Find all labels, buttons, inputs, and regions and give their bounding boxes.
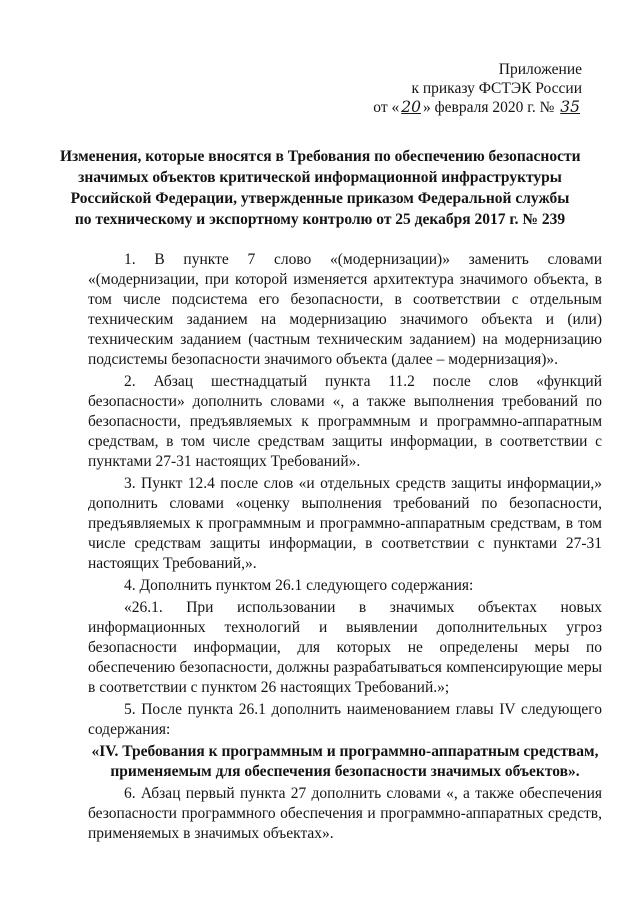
appendix-header	[373, 60, 582, 117]
document-title	[60, 146, 580, 230]
title-line: Российской Федерации, утвержденные приказом Федеральной службы	[70, 190, 570, 207]
order-reference: к приказу ФСТЭК России	[411, 80, 582, 97]
chapter-iv-heading: «IV. Требования к программным и программно-аппаратным средствам, применяемым для обеспечения безопасности значимых объектов».	[91, 743, 599, 780]
handwritten-order-number: 35	[560, 98, 580, 116]
paragraph-2: 2. Абзац шестнадцатый пункта 11.2 после слов «функций безопасности» дополнить словами «, а также выполнения требований по безопасности, предъявляемых к программным и программно-аппаратным средствам, в том числе средствам защиты информации, в соответствии с пунктами 27-31 настоящих Требований».	[88, 373, 602, 470]
date-prefix: от «	[373, 99, 400, 116]
title-line: Изменения, которые вносятся в Требования по обеспечению безопасности	[60, 148, 581, 165]
order-date-line	[373, 98, 582, 117]
appendix-label: Приложение	[498, 61, 582, 78]
paragraph-3: 3. Пункт 12.4 после слов «и отдельных средств защиты информации,» дополнить словами «оценку выполнения требований по безопасности, предъявляемых к программным и программно-аппаратным средствам, в том числе средствам защиты информации, в соответствии с пунктами 27-31 настоящих Требований,».	[88, 475, 602, 572]
date-month-year: » февраля 2020 г. №	[422, 99, 555, 116]
title-line: по техническому и экспортному контролю от 25 декабря 2017 г. № 239	[74, 211, 566, 228]
paragraph-6: 6. Абзац первый пункта 27 дополнить словами «, а также обеспечения безопасности программного обеспечения и программно-аппаратных средств, применяемых в значимых объектах».	[88, 785, 602, 842]
paragraph-26-1: «26.1. При использовании в значимых объектах новых информационных технологий и выявлении дополнительных угроз безопасности информации, для которых не определены меры по обеспечению безопасности, должны разрабатываться компенсирующие меры в соответствии с пунктом 26 настоящих Требований.»;	[88, 599, 602, 696]
handwritten-day: 20	[401, 98, 421, 116]
document-body	[88, 250, 602, 846]
paragraph-4: 4. Дополнить пунктом 26.1 следующего содержания:	[124, 577, 474, 594]
paragraph-5: 5. После пункта 26.1 дополнить наименованием главы IV следующего содержания:	[88, 701, 602, 738]
title-line: значимых объектов критической информационной инфраструктуры	[78, 169, 562, 186]
paragraph-1: 1. В пункте 7 слово «(модернизации)» заменить словами «(модернизации, при которой изменяется архитектура значимого объекта, в том числе подсистема его безопасности, в соответствии с отдельным техническим заданием на модернизацию значимого объекта и (или) техническим заданием (частным техническим заданием) на модернизацию подсистемы безопасности значимого объекта (далее – модернизация)».	[88, 251, 602, 368]
